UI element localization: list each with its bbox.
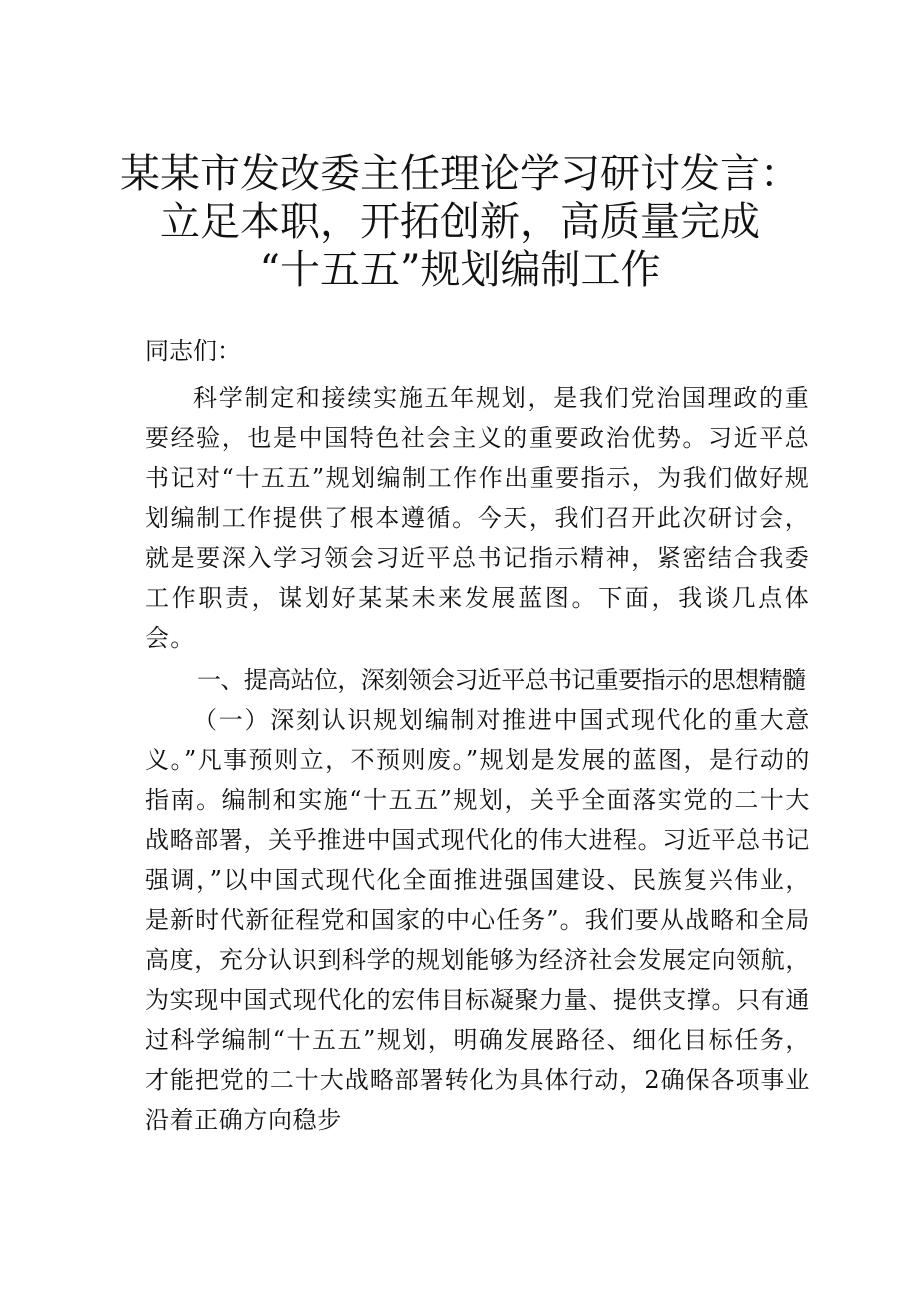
title-line-1: 某某市发改委主任理论学习研讨发言： [120, 151, 800, 197]
intro-paragraph: 科学制定和接续实施五年规划，是我们党治国理政的重要经验，也是中国特色社会主义的重要政治优势。习近平总书记对“十五五”规划编制工作作出重要指示，为我们做好规划编制工作提供了根本遵循。今天，我们召开此次研讨会，就是要深入学习领会习近平总书记指示精神，紧密结合我委工作职责，谋划好某某未来发展蓝图。下面，我谈几点体会。 [145, 384, 810, 652]
salutation: 同志们： [145, 337, 241, 365]
section-heading-1: 一、提高站位，深刻领会习近平总书记重要指示的思想精髓 [197, 666, 806, 694]
title-line-2: 立足本职，开拓创新，高质量完成 [160, 199, 760, 245]
subsection-paragraph-1: （一）深刻认识规划编制对推进中国式现代化的重大意义。”凡事预则立，不预则废。”规划是发展的蓝图，是行动的指南。编制和实施“十五五”规划，关乎全面落实党的二十大战略部署，关乎推进中国式现代化的伟大进程。习近平总书记强调，”以中国式现代化全面推进强国建设、民族复兴伟业，是新时代新征程党和国家的中心任务”。我们要从战略和全局高度，充分认识到科学的规划能够为经济社会发展定向领航，为实现中国式现代化的宏伟目标凝聚力量、提供支撑。只有通过科学编制“十五五”规划，明确发展路径、细化目标任务，才能把党的二十大战略部署转化为具体行动，2确保各项事业沿着正确方向稳步 [145, 706, 810, 1134]
title-line-3: “十五五”规划编制工作 [259, 247, 661, 293]
document-body [145, 330, 810, 1140]
document-title [60, 150, 860, 294]
